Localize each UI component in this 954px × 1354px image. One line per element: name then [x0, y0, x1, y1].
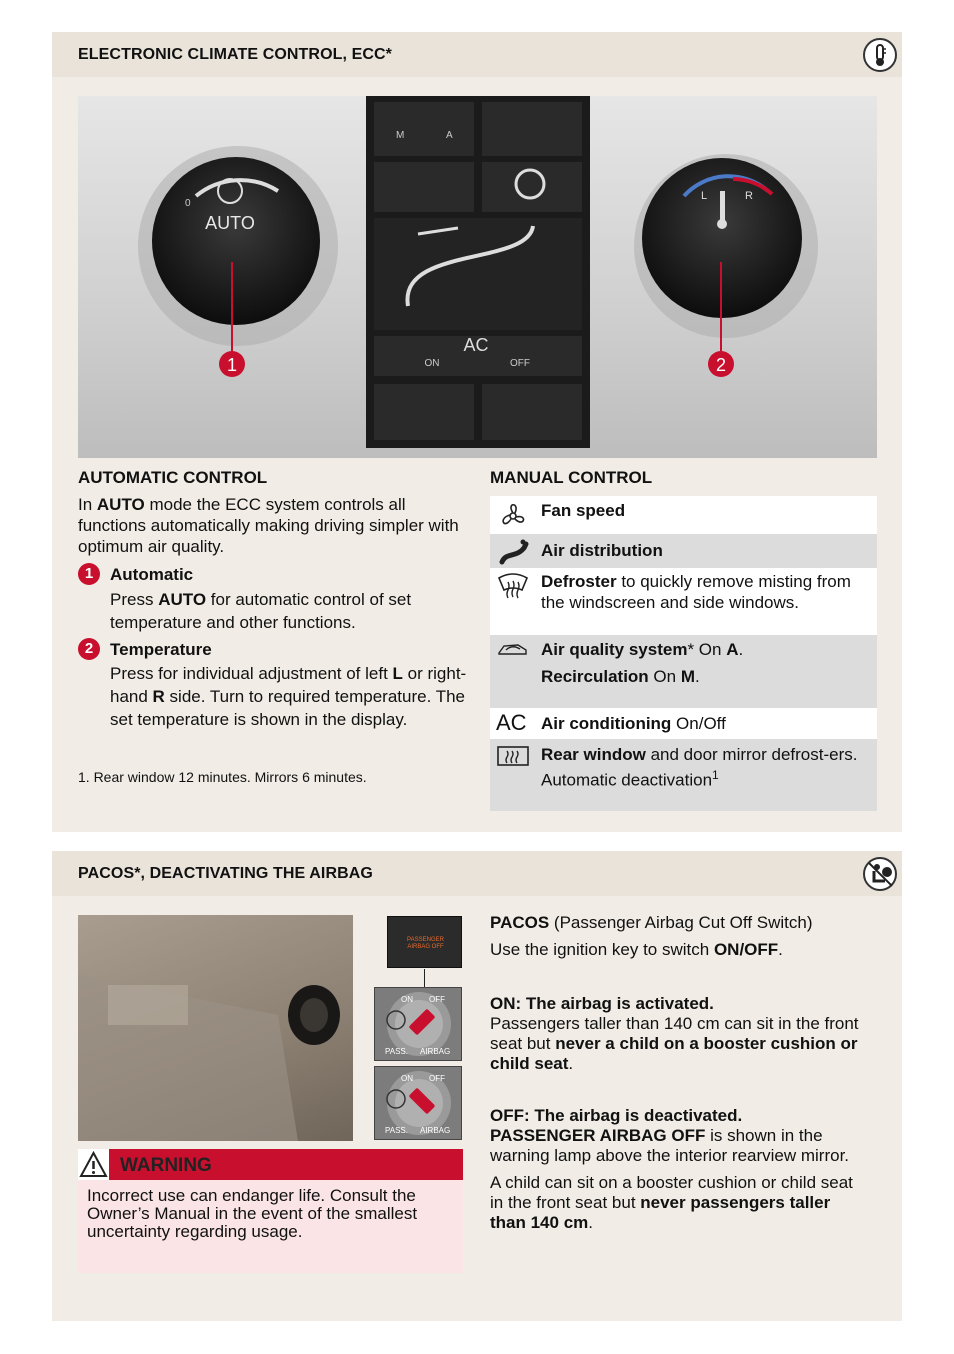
panel-ac-label: AC [463, 335, 489, 355]
switch-off-pass: PASS. [385, 1126, 408, 1135]
auto-heading: AUTOMATIC CONTROL [78, 468, 268, 487]
switch-off-on: ON [401, 1074, 413, 1083]
switch-off-off: OFF [429, 1074, 445, 1083]
callout-1: 1 [226, 355, 238, 375]
switch-on-image [374, 987, 462, 1061]
manual-row-distribution [490, 534, 877, 568]
panel-on-label: ON [424, 358, 440, 369]
switch-on-airbag: AIRBAG [420, 1047, 451, 1056]
climate-panel-image [78, 96, 877, 458]
lamp-arrow [424, 969, 425, 987]
rear-window-icon [496, 743, 530, 773]
air-distribution-icon [496, 536, 530, 566]
switch-off-airbag: AIRBAG [420, 1126, 451, 1135]
manual-row-fan [490, 496, 877, 534]
item2-text: Press for individual adjustment of left L or right-hand R side. Turn to required temperature. The set temperature is shown in the display. [110, 664, 467, 729]
switch-off-image [374, 1066, 462, 1140]
switch-on-off: OFF [429, 995, 445, 1004]
pacos-on-text: Passengers taller than 140 cm can sit in the front seat but never a child on a booster cushion or child seat. [490, 1014, 859, 1073]
airbag-off-icon [863, 857, 897, 891]
warning-box [78, 1149, 463, 1273]
fan-icon [496, 500, 530, 530]
pacos-intro: PACOS (Passenger Airbag Cut Off Switch) [490, 913, 813, 932]
thermometer-icon [863, 38, 897, 72]
air-quality-text: Air quality system* On A. [541, 640, 744, 659]
panel-m-label: M [396, 130, 405, 141]
item1-badge: 1 [78, 563, 100, 585]
footnote: 1. Rear window 12 minutes. Mirrors 6 minutes. [78, 769, 367, 785]
pacos-image [78, 915, 372, 1141]
recirculation-text: Recirculation On M. [541, 667, 700, 686]
ecc-title: ELECTRONIC CLIMATE CONTROL, ECC* [78, 46, 393, 63]
item1-title: Automatic [110, 565, 194, 584]
ac-text: Air conditioning On/Off [541, 714, 726, 733]
item1-text: Press AUTO for automatic control of set temperature and other functions. [110, 590, 412, 632]
ecc-header [52, 32, 902, 77]
item2-title: Temperature [110, 640, 212, 659]
pacos-key-text: Use the ignition key to switch ON/OFF. [490, 940, 783, 959]
warning-icon [78, 1149, 109, 1180]
manual-row-defroster [490, 568, 877, 635]
warning-title: WARNING [120, 1155, 212, 1176]
ecc-section [52, 32, 902, 832]
panel-off-label: OFF [510, 358, 530, 369]
switch-on-on: ON [401, 995, 413, 1004]
lamp-text: PASSENGER AIRBAG OFF [407, 937, 444, 950]
defroster-text: Defroster to quickly remove misting from the windscreen and side windows. [541, 572, 851, 612]
manual-row-rear-window [490, 739, 877, 811]
knob-l-label: L [701, 190, 708, 202]
knob-r-label: R [745, 190, 753, 202]
callout-2: 2 [715, 355, 727, 375]
manual-heading: MANUAL CONTROL [490, 468, 653, 487]
fan-label: Fan speed [541, 501, 626, 520]
pacos-on-heading: ON: The airbag is activated. [490, 994, 714, 1013]
auto-intro: In AUTO mode the ECC system controls all functions automatically making driving simpler with optimum air quality. [78, 495, 459, 556]
pacos-title: PACOS*, DEACTIVATING THE AIRBAG [78, 865, 373, 882]
rear-window-text: Rear window and door mirror defrost-ers. Automatic deactivation$^1$ [541, 745, 858, 790]
item2-badge: 2 [78, 638, 100, 660]
manual-row-air-quality [490, 635, 877, 708]
switch-on-pass: PASS. [385, 1047, 408, 1056]
manual-row-ac [490, 708, 877, 739]
knob-auto-label: AUTO [205, 213, 255, 233]
defroster-icon [496, 570, 530, 600]
air-quality-icon [496, 637, 530, 667]
distribution-label: Air distribution [541, 541, 663, 560]
ac-icon: AC [496, 710, 527, 735]
pacos-child-text: A child can sit on a booster cushion or child seat in the front seat but never passengers taller than 140 cm. [490, 1173, 853, 1232]
warning-header [78, 1149, 463, 1180]
pacos-off-heading: OFF: The airbag is deactivated. [490, 1106, 743, 1125]
knob-min-label: 0 [185, 198, 191, 209]
pacos-header [52, 851, 902, 896]
pacos-off-text: PASSENGER AIRBAG OFF is shown in the warning lamp above the interior rearview mirror. [490, 1126, 850, 1165]
pacos-section [52, 851, 902, 1321]
airbag-off-lamp [387, 916, 462, 968]
panel-a-label: A [446, 130, 453, 141]
warning-text: Incorrect use can endanger life. Consult the Owner’s Manual in the event of the smallest uncertainty regarding usage. [87, 1186, 418, 1241]
